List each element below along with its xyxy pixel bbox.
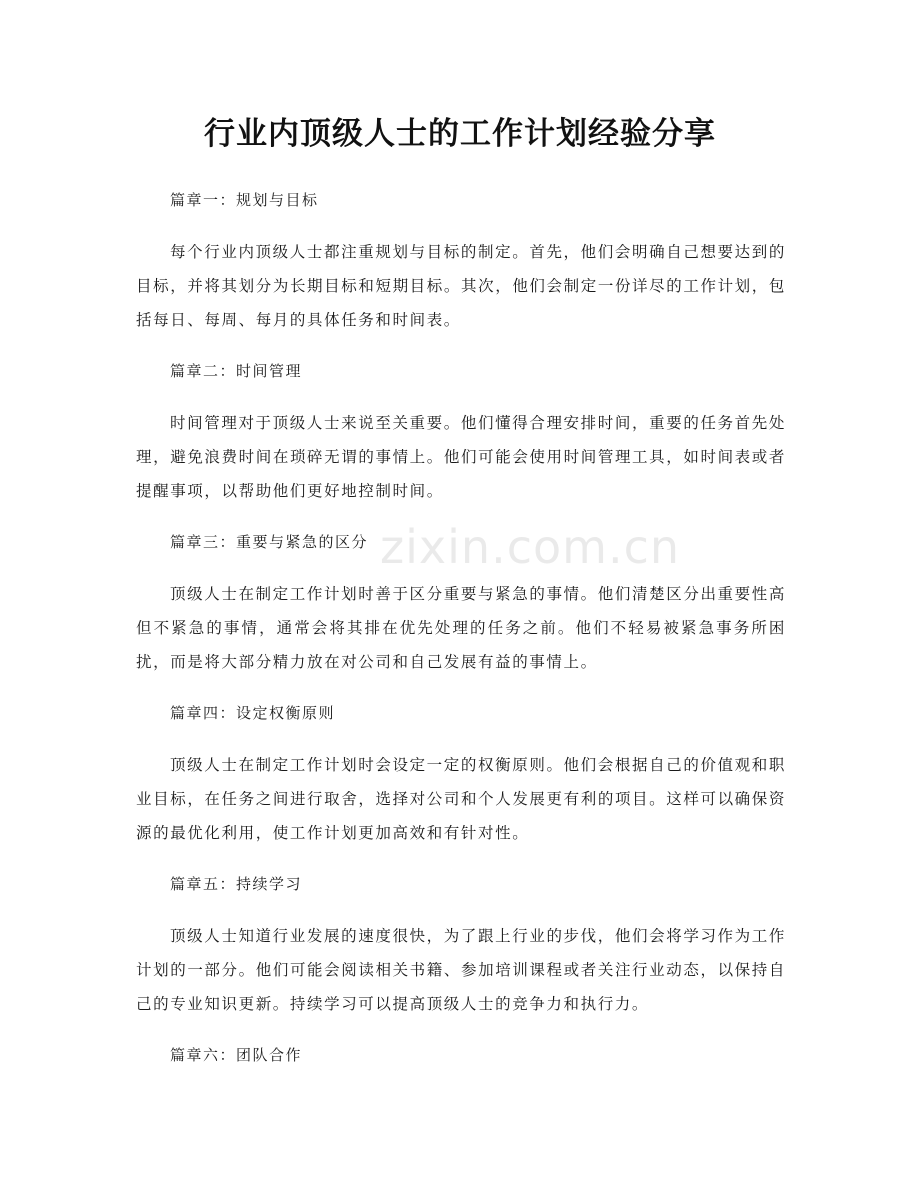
section-paragraph: 顶级人士知道行业发展的速度很快，为了跟上行业的步伐，他们会将学习作为工作计划的一部分。他们可能会阅读相关书籍、参加培训课程或者关注行业动态，以保持自己的专业知识更新。持续学习可以提高顶级人士的竞争力和执行力。 <box>136 927 786 1013</box>
document-body <box>136 186 786 1070</box>
section-heading: 篇章二：时间管理 <box>170 362 303 380</box>
document-title: 行业内顶级人士的工作计划经验分享 <box>204 116 716 152</box>
section-heading: 篇章三：重要与紧急的区分 <box>170 533 369 551</box>
section-5 <box>136 870 786 1021</box>
section-paragraph: 顶级人士在制定工作计划时善于区分重要与紧急的事情。他们清楚区分出重要性高但不紧急的事情，通常会将其排在优先处理的任务之前。他们不轻易被紧急事务所困扰，而是将大部分精力放在对公司和自己发展有益的事情上。 <box>136 585 786 671</box>
section-paragraph: 每个行业内顶级人士都注重规划与目标的制定。首先，他们会明确自己想要达到的目标，并将其划分为长期目标和短期目标。其次，他们会制定一份详尽的工作计划，包括每日、每周、每月的具体任务和时间表。 <box>136 243 786 329</box>
section-6 <box>136 1041 786 1070</box>
section-paragraph: 顶级人士在制定工作计划时会设定一定的权衡原则。他们会根据自己的价值观和职业目标，在任务之间进行取舍，选择对公司和个人发展更有利的项目。这样可以确保资源的最优化利用，使工作计划更加高效和有针对性。 <box>136 756 786 842</box>
section-3 <box>136 528 786 679</box>
section-heading: 篇章五：持续学习 <box>170 875 303 893</box>
section-4 <box>136 699 786 850</box>
section-heading: 篇章一：规划与目标 <box>170 191 319 209</box>
section-heading: 篇章六：团队合作 <box>170 1046 303 1064</box>
watermark: zixin.com.cn <box>380 520 681 574</box>
section-2 <box>136 357 786 508</box>
section-1 <box>136 186 786 337</box>
section-heading: 篇章四：设定权衡原则 <box>170 704 336 722</box>
section-paragraph: 时间管理对于顶级人士来说至关重要。他们懂得合理安排时间，重要的任务首先处理，避免浪费时间在琐碎无谓的事情上。他们可能会使用时间管理工具，如时间表或者提醒事项，以帮助他们更好地控制时间。 <box>136 414 786 500</box>
